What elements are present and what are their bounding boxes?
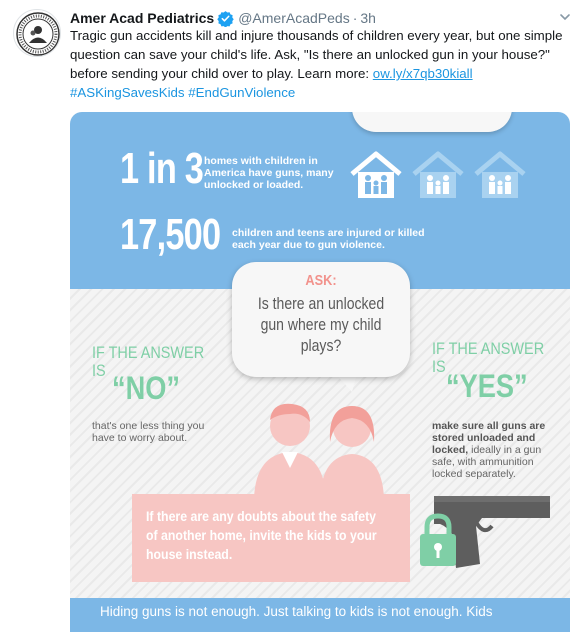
yes-body xyxy=(432,420,557,480)
padlock-icon xyxy=(416,512,460,568)
stat2-text: children and teens are injured or killed each year due to gun violence. xyxy=(232,227,425,251)
house-icon-highlighted xyxy=(348,150,404,200)
tweet-text xyxy=(70,26,570,102)
stat1-number: 1 in 3 xyxy=(120,144,204,193)
hashtag-asking-saves-kids[interactable]: #ASKingSavesKids xyxy=(70,85,185,100)
stat2-number: 17,500 xyxy=(120,210,221,259)
speech-bubble-top xyxy=(352,112,512,132)
yes-heading: IF THE ANSWER IS xyxy=(432,339,545,376)
tweet-body: Tragic gun accidents kill and injure thousands of children every year, but one simple question can save your child's life. Ask, "Is there an unlocked gun in your house?" before sending your child over to play. Learn more: xyxy=(70,28,563,81)
house-icon xyxy=(472,150,528,200)
tweet-link[interactable]: ow.ly/x7qb30kiall xyxy=(372,66,473,81)
yes-word: “YES” xyxy=(446,368,528,404)
parents-illustration xyxy=(240,394,400,498)
no-word: “NO” xyxy=(112,370,180,406)
timestamp[interactable]: 3h xyxy=(360,10,376,26)
ask-label: ASK: xyxy=(305,272,337,289)
aap-seal-logo xyxy=(14,10,61,57)
no-body: that's one less thing you have to worry about. xyxy=(92,420,205,444)
pink-callout-text: If there are any doubts about the safety of another home, invite the kids to your house instead. xyxy=(146,508,377,562)
chevron-down-icon[interactable] xyxy=(558,10,572,24)
infographic-image[interactable] xyxy=(70,112,570,632)
verified-badge-icon xyxy=(217,10,234,27)
avatar[interactable] xyxy=(13,9,61,57)
bottom-text: Hiding guns is not enough. Just talking to kids is not enough. Kids xyxy=(100,604,493,619)
ask-speech-bubble xyxy=(232,262,410,377)
hashtag-end-gun-violence[interactable]: #EndGunViolence xyxy=(188,85,296,100)
separator-dot: · xyxy=(352,10,358,26)
display-name[interactable]: Amer Acad Pediatrics xyxy=(70,10,215,26)
ask-question: Is there an unlocked gun where my child plays? xyxy=(257,295,385,355)
yes-body-bold: make sure all guns are stored unloaded and locked, xyxy=(432,420,546,456)
handle[interactable]: @AmerAcadPeds xyxy=(238,10,350,26)
house-icon xyxy=(410,150,466,200)
no-heading: IF THE ANSWER IS xyxy=(92,343,205,380)
stat1-text: homes with children in America have guns, many unlocked or loaded. xyxy=(204,155,334,191)
tweet-header xyxy=(70,8,376,28)
yes-body-rest: ideally in a gun safe, with ammunition locked separately. xyxy=(432,444,542,480)
